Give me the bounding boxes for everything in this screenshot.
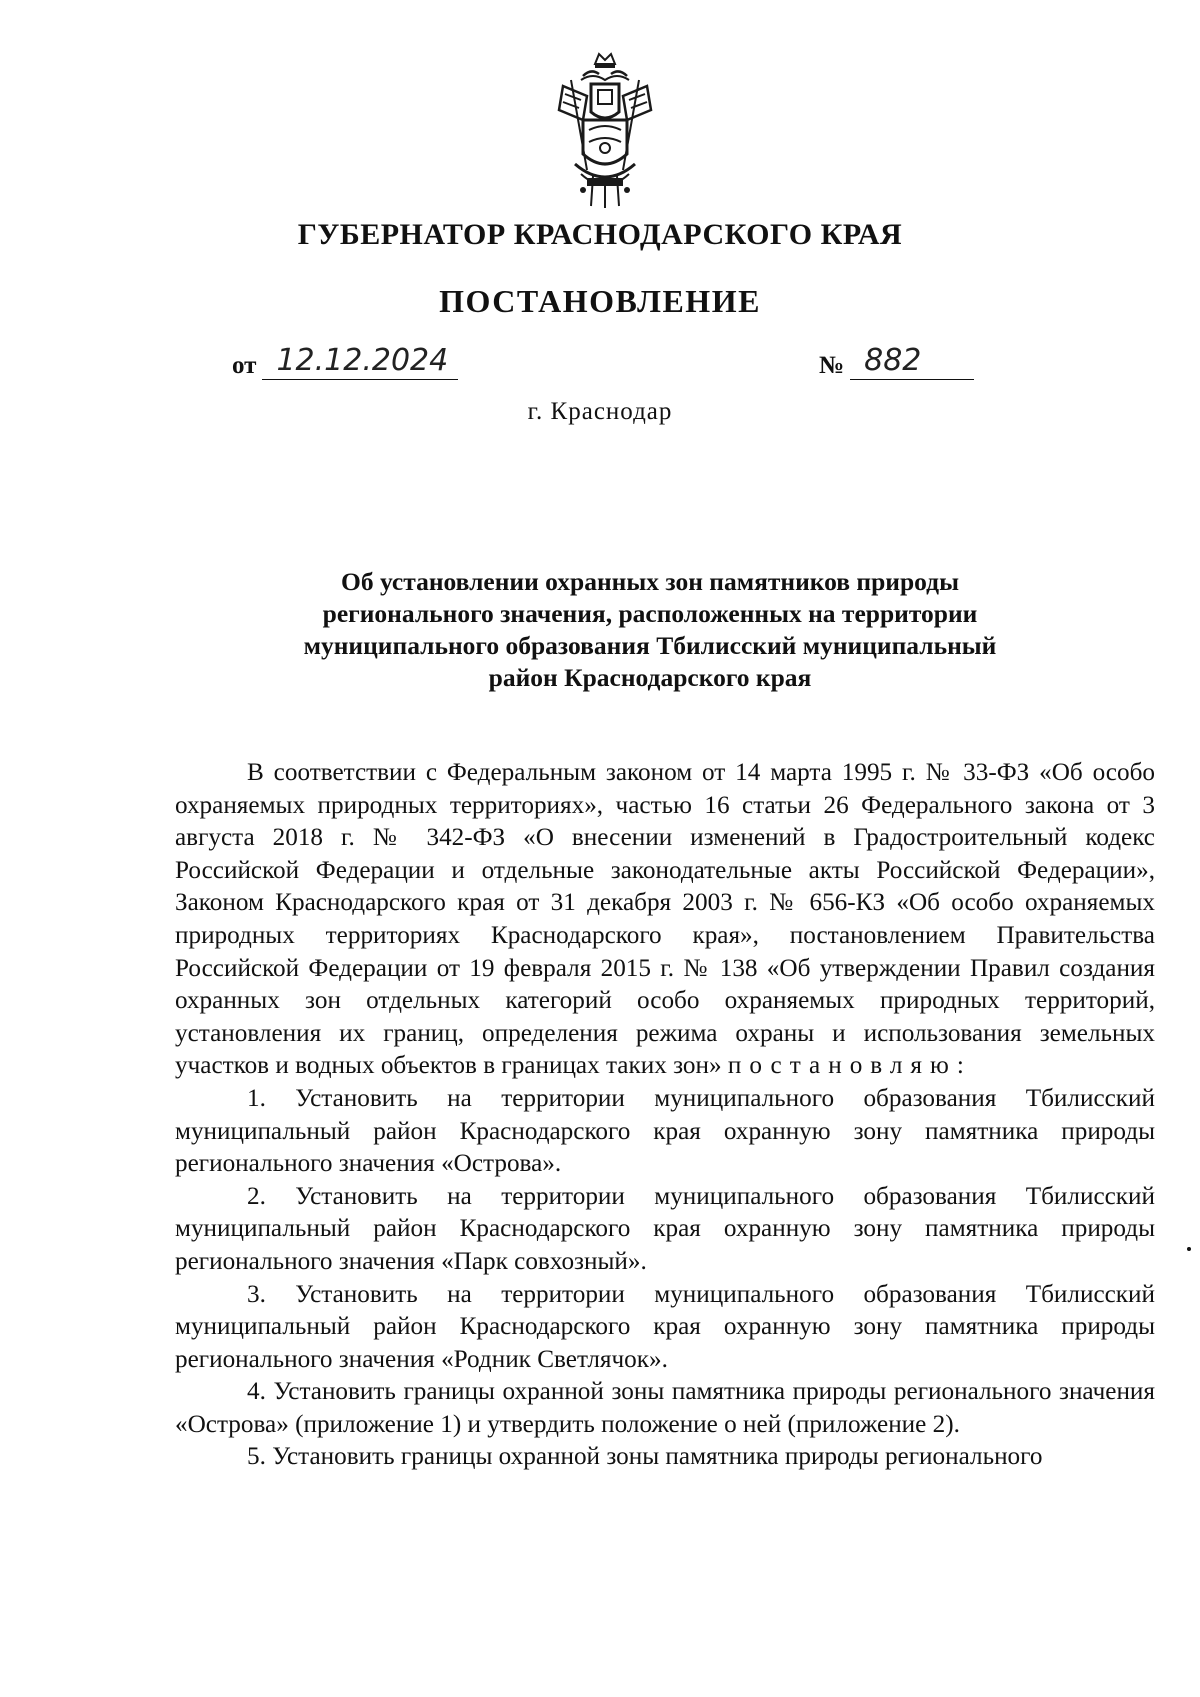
title-line: регионального значения, расположенных на территории	[322, 599, 978, 628]
city: г. Краснодар	[527, 398, 673, 425]
title-line: муниципального образования Тбилисский муниципальный	[303, 631, 997, 660]
document-type: ПОСТАНОВЛЕНИЕ	[439, 283, 761, 319]
decree-item-5: 5. Установить границы охранной зоны памятника природы регионального	[247, 1443, 1043, 1471]
title-line: Об установлении охранных зон памятников природы	[341, 567, 959, 596]
document-title	[250, 566, 1050, 694]
preamble-text: В соответствии с Федеральным законом от 14 марта 1995 г. № 33-ФЗ «Об особо охраняемых природных территориях», частью 16 статьи 26 Федерального закона от 3 августа 2018 г. № 342-ФЗ «О внесении изменений в Градостроительный кодекс Российской Федерации и отдельные законодательные акты Российской Федерации», Законом Краснодарского края от 31 декабря 2003 г. № 656-КЗ «Об особо охраняемых природных территориях Краснодарского края», постановлением Правительства Российской Федерации от 19 февраля 2015 г. № 138 «Об утверждении Правил создания охранных зон отдельных категорий особо охраняемых природных территорий, установления их границ, определения режима охраны и использования земельных участков и водных объектов в границах таких зон»	[175, 759, 1155, 1080]
date-prefix: от	[232, 352, 257, 379]
document-body	[175, 757, 1155, 1474]
decree-item-4: 4. Установить границы охранной зоны памятника природы регионального значения «Острова» (приложение 1) и утвердить положение о ней (приложение 2).	[175, 1378, 1155, 1438]
decree-item-1: 1. Установить на территории муниципального образования Тбилисский муниципальный район Краснодарского края охранную зону памятника природы регионального значения «Острова».	[175, 1084, 1155, 1178]
preamble-paragraph	[175, 757, 1155, 1083]
decree-item-2: 2. Установить на территории муниципального образования Тбилисский муниципальный район Краснодарского края охранную зону памятника природы регионального значения «Парк совхозный».	[175, 1182, 1155, 1275]
title-line: район Краснодарского края	[488, 663, 812, 692]
document-number	[819, 345, 974, 380]
scan-speck	[1187, 1247, 1191, 1251]
number-value: 882	[850, 345, 974, 380]
number-prefix: №	[819, 352, 845, 379]
decree-item-3: 3. Установить на территории муниципального образования Тбилисский муниципальный район Краснодарского края охранную зону памятника природы регионального значения «Родник Светлячок».	[175, 1280, 1155, 1373]
coat-of-arms-icon	[553, 50, 657, 210]
decree-word: постановляю:	[727, 1052, 972, 1080]
document-date	[232, 345, 458, 380]
date-value: 12.12.2024	[262, 345, 458, 380]
issuing-authority: ГУБЕРНАТОР КРАСНОДАРСКОГО КРАЯ	[297, 218, 903, 251]
